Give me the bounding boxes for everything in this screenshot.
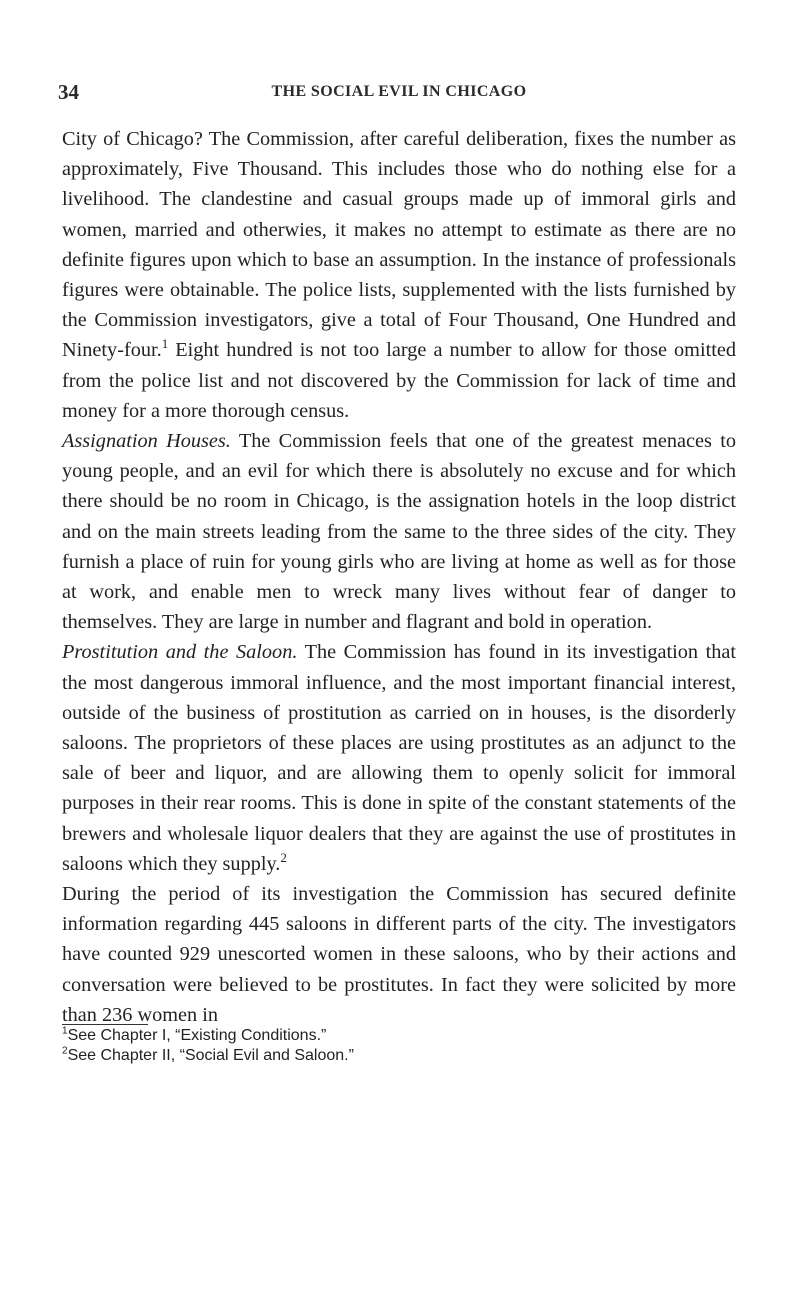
footnote-ref-1: 1 — [161, 336, 169, 352]
section-title-prostitution-saloon: Prostitution and the Saloon. — [62, 641, 298, 664]
paragraph-census — [62, 124, 736, 426]
footnote-mark-2: 2 — [62, 1045, 68, 1057]
footnote-mark-1: 1 — [62, 1025, 68, 1037]
paragraph-investigation — [62, 879, 736, 1030]
footnote-text-1: See Chapter I, “Existing Conditions.” — [67, 1027, 327, 1044]
footnote-divider — [62, 1024, 148, 1025]
paragraph-investigation-text: During the period of its investigation the Commission has secured definite information regarding 445 saloons in different parts of the city. The investigators have counted 929 unescorted women in these saloons, who by their actions and conversation were believed to be prostitutes. In fact they were solicited by more than 236 women in — [62, 883, 736, 1026]
page-number: 34 — [58, 80, 79, 104]
footnote-2 — [62, 1046, 736, 1066]
section-title-assignation-houses: Assignation Houses. — [62, 430, 231, 453]
paragraph-prostitution-saloon — [62, 637, 736, 879]
footnote-1 — [62, 1026, 736, 1046]
body-text — [62, 124, 736, 1030]
paragraph-census-text-cont: Eight hundred is not too large a number to allow for those omitted from the police list and not discovered by the Commission for lack of time and money for a more thorough census. — [62, 339, 736, 422]
paragraph-assignation-houses-text: The Commission feels that one of the greatest menaces to young people, and an evil for which there is absolutely no excuse and for which there should be no room in Chicago, is the assignation hotels in the loop district and on the main streets leading from the same to the three sides of the city. They furnish a place of ruin for young girls who are living at home as well as for those at work, and enable men to wreck many lives without fear of danger to themselves. They are large in number and flagrant and bold in operation. — [62, 430, 737, 634]
page-header — [58, 80, 740, 104]
running-title: THE SOCIAL EVIL IN CHICAGO — [271, 83, 527, 100]
paragraph-prostitution-saloon-text: The Commission has found in its investigation that the most dangerous immoral influence, and the most important financial interest, outside of the business of prostitution as carried on in houses, is the disorderly saloons. The proprietors of these places are using prostitutes as an adjunct to the sale of beer and liquor, and are allowing them to openly solicit for immoral purposes in their rear rooms. This is done in spite of the constant statements of the brewers and wholesale liquor dealers that they are against the use of prostitutes in saloons which they supply. — [62, 641, 736, 875]
footnote-ref-2: 2 — [280, 850, 287, 866]
paragraph-assignation-houses — [62, 426, 736, 637]
footnote-text-2: See Chapter II, “Social Evil and Saloon.” — [67, 1047, 354, 1064]
paragraph-census-text: City of Chicago? The Commission, after careful deliberation, fixes the number as approximately, Five Thousand. This includes those who do nothing else for a livelihood. The clandestine and casual groups made up of immoral girls and women, married and otherwies, it makes no attempt to estimate as there are no definite figures upon which to base an assumption. In the instance of professionals figures were obtainable. The police lists, supplemented with the lists furnished by the Commission investigators, give a total of Four Thousand, One Hundred and Ninety-four. — [62, 128, 736, 362]
footnotes — [62, 1026, 736, 1066]
